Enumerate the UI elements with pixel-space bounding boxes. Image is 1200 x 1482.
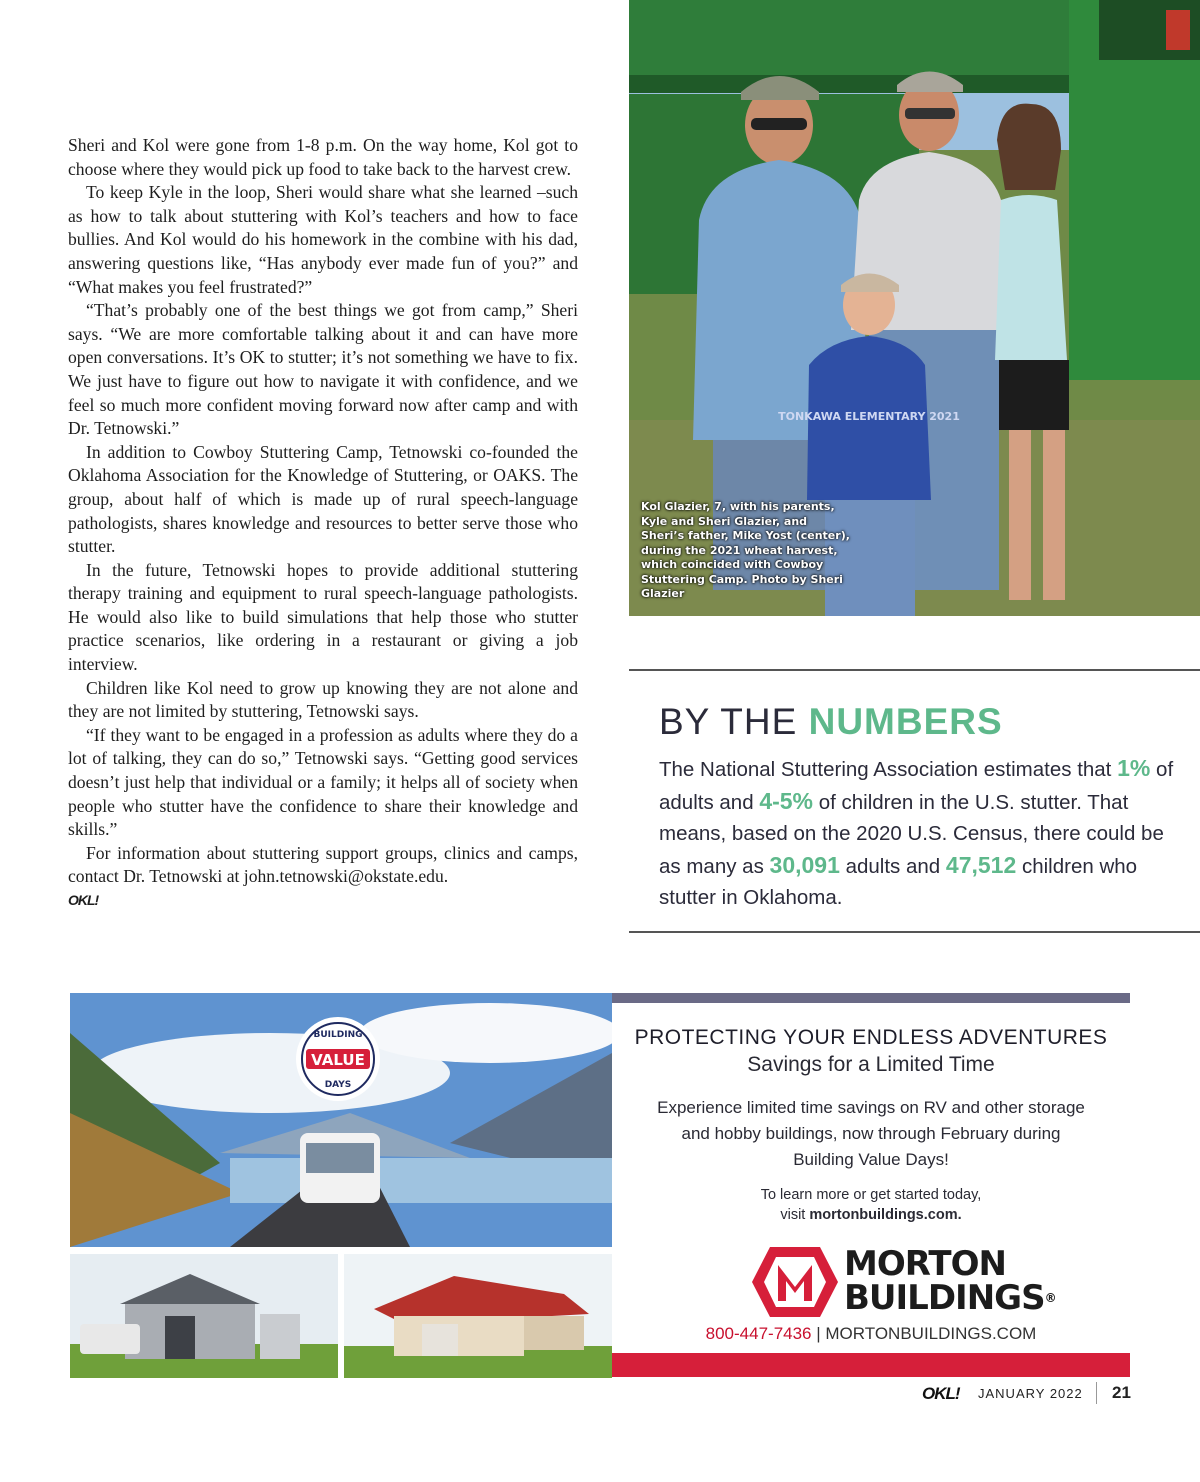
ad-headline: PROTECTING YOUR ENDLESS ADVENTURES <box>634 1026 1108 1049</box>
footer-page-number: 21 <box>1112 1383 1131 1402</box>
ad-top-bar <box>612 993 1130 1003</box>
ad-copy-panel <box>612 993 1130 1378</box>
rv-road-illustration <box>70 993 612 1247</box>
end-mark: OKL! <box>68 892 99 908</box>
ad-learn-line: To learn more or get started today, <box>760 1187 982 1203</box>
numbers-title-accent: NUMBERS <box>808 701 1003 742</box>
badge-bottom-text: DAYS <box>324 1080 352 1090</box>
brand-line-1: MORTON <box>844 1244 1006 1284</box>
morton-logo <box>750 1243 1056 1323</box>
numbers-title <box>659 701 1003 743</box>
stat-adults-percent: 1% <box>1117 755 1151 781</box>
ad-contact-sep: | <box>811 1324 826 1343</box>
article-paragraph: “If they want to be engaged in a profession as adults where they do a lot of talking, they can do so,” Tetnowski says. “Getting good services doesn’t just help that individual or a family; it helps all of society when people who stutter have the confidence to share their knowledge and skills.” <box>68 724 578 840</box>
ad-image-rv-road <box>70 993 612 1247</box>
ad-image-rv-garage <box>70 1254 338 1378</box>
ad-phone[interactable]: 800-447-7436 <box>705 1324 812 1343</box>
numbers-text-part: of adults and <box>659 758 1174 814</box>
ad-site[interactable]: MORTONBUILDINGS.COM <box>825 1324 1037 1343</box>
by-the-numbers-box <box>629 669 1200 933</box>
morton-brand-text <box>844 1244 1056 1318</box>
family-photo <box>629 0 1200 616</box>
ad-contact-line <box>612 1324 1130 1344</box>
numbers-text-part: The National Stuttering Association estimates that <box>659 758 1112 781</box>
article-paragraph: For information about stuttering support groups, clinics and camps, contact Dr. Tetnowski at john.tetnowski@okstate.edu. <box>68 842 578 887</box>
ad-learn-line-2 <box>652 1205 1090 1225</box>
footer-divider <box>1096 1382 1097 1404</box>
article-paragraph: Children like Kol need to grow up knowing they are not alone and they are not limited by stuttering, Tetnowski says. <box>68 677 578 722</box>
ad-learn-url[interactable]: mortonbuildings.com. <box>809 1207 962 1223</box>
brand-line-2 <box>844 1278 1056 1318</box>
shirt-text: TONKAWA ELEMENTARY 2021 <box>778 410 960 423</box>
article-paragraph: To keep Kyle in the loop, Sheri would share what she learned –such as how to talk about stuttering with Kol’s teachers and how to face bullies. And Kol would do his homework in the combine with his dad, answering questions like, “Has anybody ever made fun of you?” and “What makes you feel frustrated?” <box>68 182 578 297</box>
gray-building-illustration <box>70 1254 338 1378</box>
footer-magazine-logo: OKL! <box>922 1384 960 1403</box>
ad-subhead: Savings for a Limited Time <box>747 1053 995 1076</box>
ad-body-text: Experience limited time savings on RV and other storage and hobby buildings, now through February during Building Value Days! <box>657 1098 1085 1169</box>
brand-line-2-text: BUILDINGS <box>844 1278 1045 1318</box>
footer-issue-date: JANUARY 2022 <box>978 1386 1083 1401</box>
numbers-text-part: children who stutter in Oklahoma. <box>659 854 1138 909</box>
brand-reg-mark: ® <box>1044 1291 1056 1305</box>
article-paragraph: In the future, Tetnowski hopes to provide additional stuttering therapy training and equipment to rural speech-language pathologists. He would also like to build simulations that help those who stutter practice scenarios, like ordering in a restaurant or giving a job interview. <box>68 559 578 675</box>
article-paragraph: “That’s probably one of the best things we got from camp,” Sheri says. “We are more comfortable talking about it and can have more open conversations. It’s OK to stutter; it’s not something we have to fix. We just have to figure out how to navigate it with confidence, and we feel so much more confident moving forward now after camp and with Dr. Tetnowski.” <box>68 300 578 439</box>
ad-learn-more <box>652 1185 1090 1225</box>
stat-children-count: 47,512 <box>945 851 1017 878</box>
numbers-text-part: of children in the U.S. stutter. That means, based on the 2020 U.S. Census, there could be as many as <box>659 790 1164 878</box>
photo-caption: Kol Glazier, 7, with his parents, Kyle and Sheri Glazier, and Sheri’s father, Mike Yost (center), during the 2021 wheat harvest, which coincided with Cowboy Stuttering Camp. Photo by Sheri Glazier <box>641 500 850 600</box>
ad-bottom-bar <box>612 1353 1130 1377</box>
stat-adults-count: 30,091 <box>769 851 840 878</box>
ad-learn-prefix: visit <box>780 1207 806 1223</box>
numbers-text <box>659 753 1179 914</box>
morton-buildings-ad <box>70 993 1130 1378</box>
numbers-title-plain: BY THE <box>659 701 798 742</box>
stat-children-percent: 4-5% <box>759 787 814 814</box>
badge-value-text: VALUE <box>311 1051 365 1069</box>
morton-m-icon <box>750 1243 840 1321</box>
numbers-text-part: adults and <box>845 854 941 878</box>
article-body <box>68 134 578 913</box>
badge-top-text: BUILDING <box>313 1030 363 1040</box>
red-building-illustration <box>344 1254 612 1378</box>
article-paragraph: Sheri and Kol were gone from 1-8 p.m. On the way home, Kol got to choose where they would pick up food to take back to the harvest crew. <box>68 135 578 179</box>
article-paragraph: In addition to Cowboy Stuttering Camp, Tetnowski co-founded the Oklahoma Association for the Knowledge of Stuttering, or OAKS. The group, about half of which is made up of rural speech-language pathologists, shares knowledge and resources to better serve those who stutter. <box>68 441 578 557</box>
ad-image-red-building <box>344 1254 612 1378</box>
